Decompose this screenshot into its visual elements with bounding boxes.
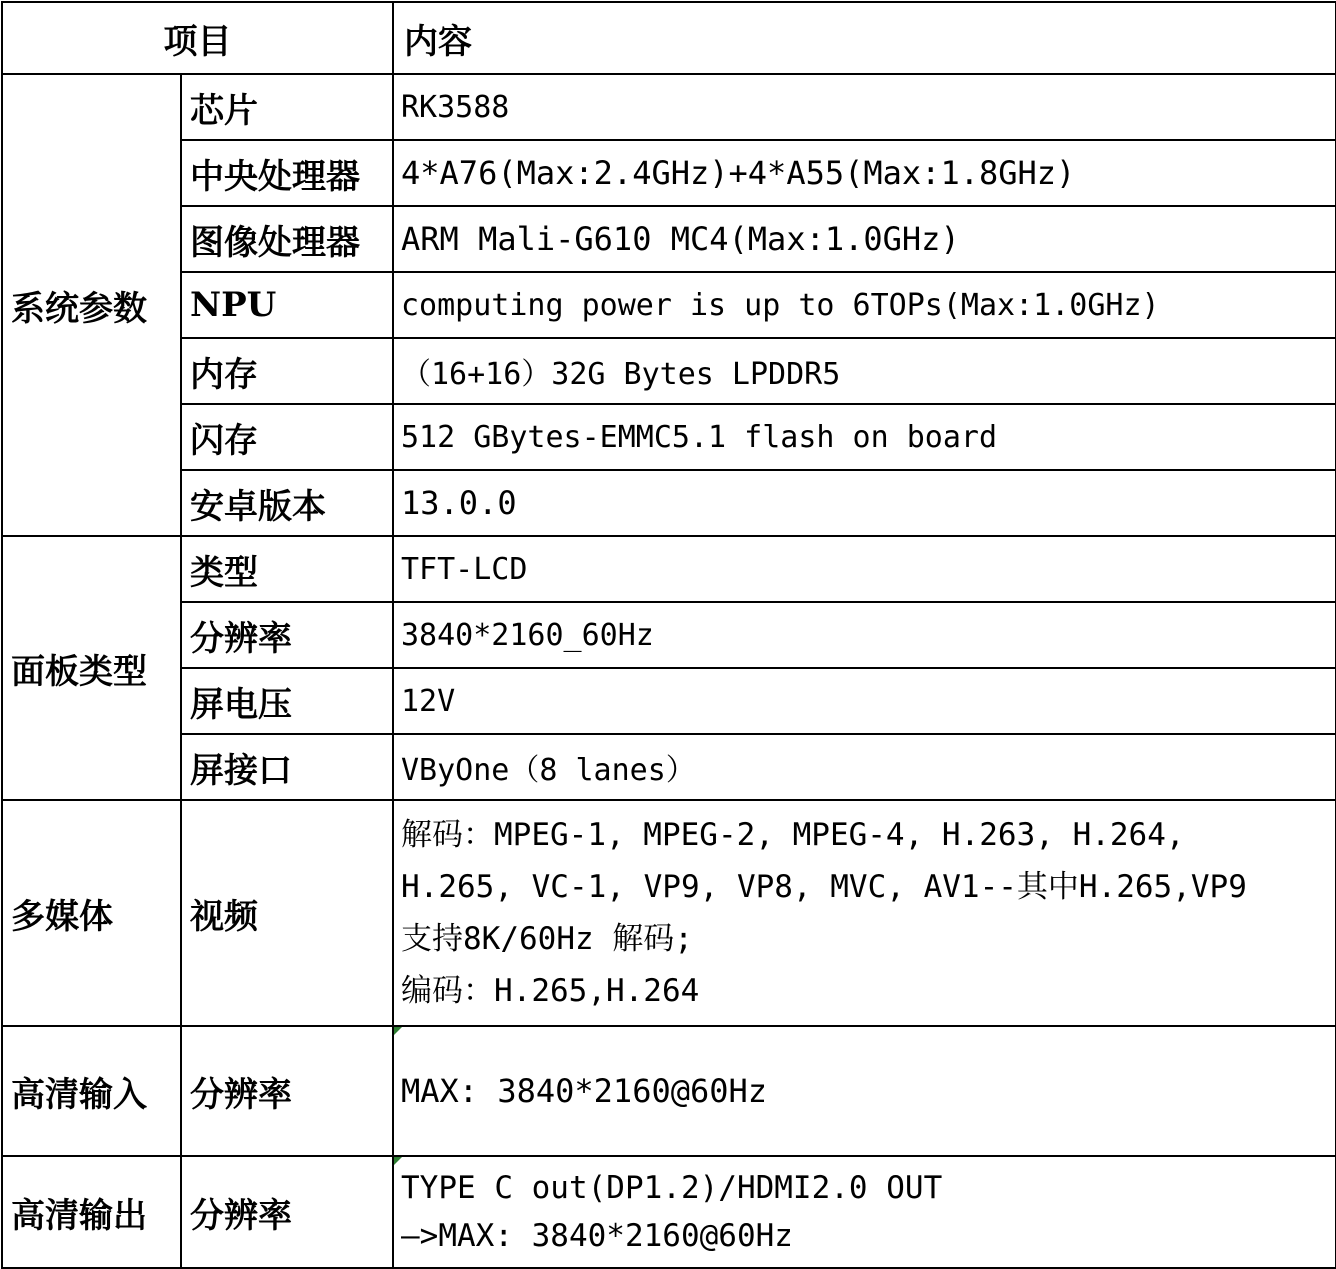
header-row	[2, 2, 1336, 74]
row-label: 芯片	[181, 74, 393, 140]
category-multimedia: 多媒体	[2, 800, 181, 1026]
output-line: —>MAX: 3840*2160@60Hz	[401, 1218, 793, 1254]
hdmi-out-value	[393, 1156, 1336, 1268]
spec-table	[1, 1, 1336, 1269]
video-codec-value	[393, 800, 1336, 1026]
row-value: 512 GBytes-EMMC5.1 flash on board	[393, 404, 1336, 470]
table-row	[2, 1026, 1336, 1156]
table-row	[2, 602, 1336, 668]
table-row	[2, 404, 1336, 470]
table-row	[2, 272, 1336, 338]
row-label: 闪存	[181, 404, 393, 470]
row-value: 12V	[393, 668, 1336, 734]
codec-line: 编码：H.265,H.264	[401, 973, 700, 1009]
table-row	[2, 140, 1336, 206]
table-row	[2, 800, 1336, 1026]
category-hdmi-out: 高清输出	[2, 1156, 181, 1268]
row-label: 类型	[181, 536, 393, 602]
category-system: 系统参数	[2, 74, 181, 536]
row-label: 安卓版本	[181, 470, 393, 536]
codec-line: H.265, VC-1, VP9, VP8, MVC, AV1--其中H.265,VP9	[401, 869, 1247, 905]
table-row	[2, 470, 1336, 536]
table-row	[2, 536, 1336, 602]
row-label: NPU	[181, 272, 393, 338]
category-panel: 面板类型	[2, 536, 181, 800]
table-row	[2, 668, 1336, 734]
row-label: 图像处理器	[181, 206, 393, 272]
row-label: 分辨率	[181, 1156, 393, 1268]
category-hdmi-in: 高清输入	[2, 1026, 181, 1156]
row-label: 屏接口	[181, 734, 393, 800]
row-label: 分辨率	[181, 602, 393, 668]
row-label: 分辨率	[181, 1026, 393, 1156]
table-row	[2, 74, 1336, 140]
row-value: TFT-LCD	[393, 536, 1336, 602]
codec-line: 支持8K/60Hz 解码;	[401, 921, 693, 957]
output-line: TYPE C out(DP1.2)/HDMI2.0 OUT	[401, 1170, 943, 1206]
table-row	[2, 1156, 1336, 1268]
row-label: 视频	[181, 800, 393, 1026]
table-row	[2, 206, 1336, 272]
row-value: （16+16）32G Bytes LPDDR5	[393, 338, 1336, 404]
row-value: MAX: 3840*2160@60Hz	[393, 1026, 1336, 1156]
row-value: RK3588	[393, 74, 1336, 140]
codec-line: 解码：MPEG-1, MPEG-2, MPEG-4, H.263, H.264,	[401, 817, 1185, 853]
row-value: 3840*2160_60Hz	[393, 602, 1336, 668]
row-value: 13.0.0	[393, 470, 1336, 536]
header-content: 内容	[393, 2, 1336, 74]
header-item: 项目	[2, 2, 393, 74]
row-label: 屏电压	[181, 668, 393, 734]
row-value: 4*A76(Max:2.4GHz)+4*A55(Max:1.8GHz)	[393, 140, 1336, 206]
row-value: computing power is up to 6TOPs(Max:1.0GHz)	[393, 272, 1336, 338]
table-row	[2, 338, 1336, 404]
table-row	[2, 734, 1336, 800]
row-value: ARM Mali-G610 MC4(Max:1.0GHz)	[393, 206, 1336, 272]
row-value: VByOne（8 lanes）	[393, 734, 1336, 800]
row-label: 中央处理器	[181, 140, 393, 206]
row-label: 内存	[181, 338, 393, 404]
